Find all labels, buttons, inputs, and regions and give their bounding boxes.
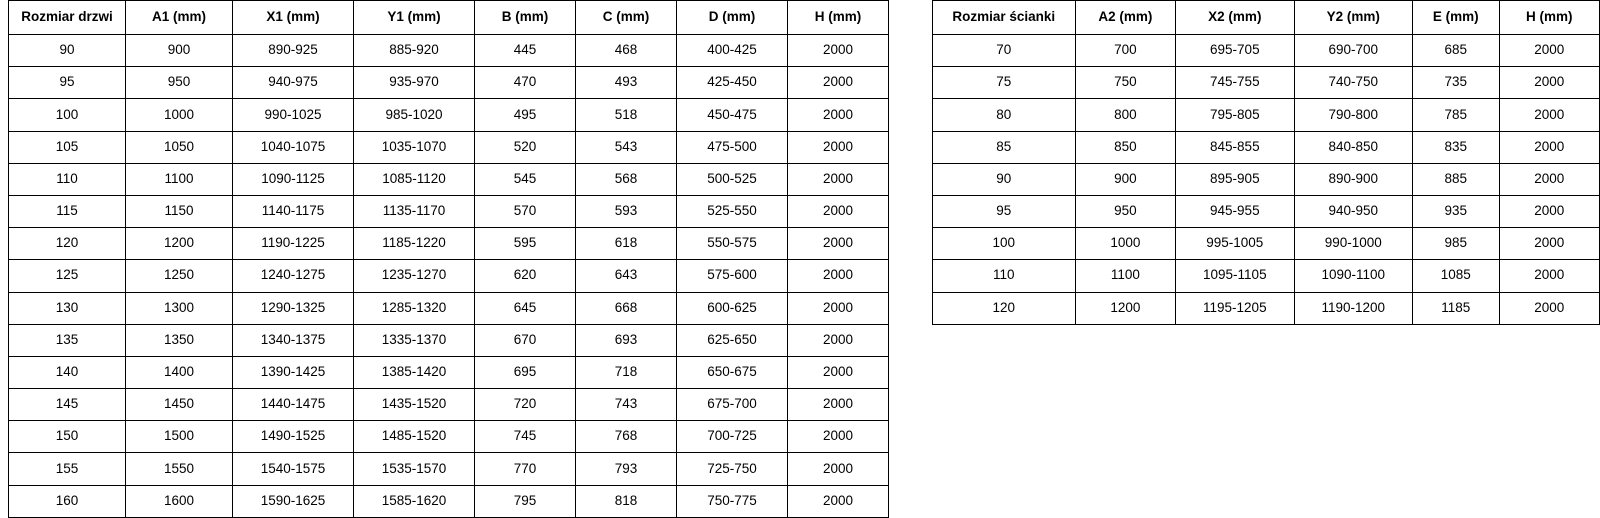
table-cell: 135 (9, 324, 126, 356)
table-cell: 2000 (788, 292, 889, 324)
table-row (9, 292, 889, 324)
table-row (933, 131, 1600, 163)
table-row (9, 163, 889, 195)
table-cell: 550-575 (677, 228, 788, 260)
table-cell: 940-975 (233, 67, 354, 99)
table-cell: 595 (475, 228, 576, 260)
column-header-e: E (mm) (1412, 1, 1499, 35)
table-cell: 575-600 (677, 260, 788, 292)
table-cell: 1450 (126, 389, 233, 421)
table-cell: 1540-1575 (233, 453, 354, 485)
table-cell: 840-850 (1294, 131, 1412, 163)
table-cell: 1390-1425 (233, 356, 354, 388)
table-cell: 768 (576, 421, 677, 453)
table-cell: 1135-1170 (354, 195, 475, 227)
table-cell: 895-905 (1176, 163, 1294, 195)
table-cell: 785 (1412, 99, 1499, 131)
table-row (9, 453, 889, 485)
table-cell: 140 (9, 356, 126, 388)
table-row (9, 99, 889, 131)
table-cell: 120 (933, 292, 1076, 324)
table-cell: 718 (576, 356, 677, 388)
table-cell: 2000 (788, 356, 889, 388)
table-cell: 1385-1420 (354, 356, 475, 388)
table-cell: 1550 (126, 453, 233, 485)
table-row (9, 195, 889, 227)
column-header-b: B (mm) (475, 1, 576, 35)
table-cell: 995-1005 (1176, 228, 1294, 260)
table-cell: 150 (9, 421, 126, 453)
table-cell: 700 (1075, 35, 1176, 67)
table-cell: 725-750 (677, 453, 788, 485)
table-cell: 885 (1412, 163, 1499, 195)
table-cell: 1085 (1412, 260, 1499, 292)
table-header-row (933, 1, 1600, 35)
table-cell: 593 (576, 195, 677, 227)
column-header-a1: A1 (mm) (126, 1, 233, 35)
walls-dimensions-table-container (932, 0, 1600, 325)
table-cell: 685 (1412, 35, 1499, 67)
table-cell: 1035-1070 (354, 131, 475, 163)
table-cell: 735 (1412, 67, 1499, 99)
table-cell: 2000 (788, 324, 889, 356)
table-cell: 650-675 (677, 356, 788, 388)
table-row (933, 292, 1600, 324)
table-cell: 1600 (126, 485, 233, 517)
table-cell: 543 (576, 131, 677, 163)
table-cell: 75 (933, 67, 1076, 99)
table-cell: 2000 (788, 228, 889, 260)
table-cell: 400-425 (677, 35, 788, 67)
table-cell: 500-525 (677, 163, 788, 195)
table-cell: 1185-1220 (354, 228, 475, 260)
table-cell: 935 (1412, 195, 1499, 227)
table-cell: 125 (9, 260, 126, 292)
table-cell: 668 (576, 292, 677, 324)
table-cell: 1585-1620 (354, 485, 475, 517)
table-cell: 520 (475, 131, 576, 163)
table-cell: 1490-1525 (233, 421, 354, 453)
table-cell: 90 (9, 35, 126, 67)
table-row (9, 131, 889, 163)
table-cell: 745-755 (1176, 67, 1294, 99)
table-cell: 1200 (126, 228, 233, 260)
table-cell: 985 (1412, 228, 1499, 260)
table-cell: 425-450 (677, 67, 788, 99)
table-cell: 2000 (1499, 195, 1599, 227)
table-cell: 475-500 (677, 131, 788, 163)
table-row (9, 356, 889, 388)
table-cell: 675-700 (677, 389, 788, 421)
column-header-rozmiar-drzwi: Rozmiar drzwi (9, 1, 126, 35)
table-cell: 795-805 (1176, 99, 1294, 131)
table-cell: 1535-1570 (354, 453, 475, 485)
column-header-x1: X1 (mm) (233, 1, 354, 35)
table-cell: 95 (9, 67, 126, 99)
table-cell: 493 (576, 67, 677, 99)
table-row (9, 324, 889, 356)
walls-table-head (933, 1, 1600, 35)
table-cell: 155 (9, 453, 126, 485)
table-cell: 2000 (788, 485, 889, 517)
table-row (9, 421, 889, 453)
walls-table-body (933, 35, 1600, 325)
table-cell: 1195-1205 (1176, 292, 1294, 324)
table-cell: 900 (1075, 163, 1176, 195)
table-cell: 793 (576, 453, 677, 485)
table-cell: 1140-1175 (233, 195, 354, 227)
table-cell: 2000 (788, 99, 889, 131)
doors-table-body (9, 35, 889, 518)
table-cell: 2000 (788, 260, 889, 292)
table-cell: 1090-1100 (1294, 260, 1412, 292)
table-cell: 2000 (788, 195, 889, 227)
table-row (9, 485, 889, 517)
table-cell: 818 (576, 485, 677, 517)
table-cell: 1235-1270 (354, 260, 475, 292)
table-cell: 110 (933, 260, 1076, 292)
table-row (9, 260, 889, 292)
table-cell: 495 (475, 99, 576, 131)
column-header-rozmiar-scianki: Rozmiar ścianki (933, 1, 1076, 35)
table-cell: 2000 (1499, 292, 1599, 324)
table-cell: 890-925 (233, 35, 354, 67)
table-header-row (9, 1, 889, 35)
table-row (9, 67, 889, 99)
table-cell: 845-855 (1176, 131, 1294, 163)
table-cell: 105 (9, 131, 126, 163)
table-cell: 90 (933, 163, 1076, 195)
table-cell: 990-1000 (1294, 228, 1412, 260)
table-cell: 85 (933, 131, 1076, 163)
table-cell: 670 (475, 324, 576, 356)
table-cell: 518 (576, 99, 677, 131)
table-cell: 695 (475, 356, 576, 388)
table-cell: 1240-1275 (233, 260, 354, 292)
table-cell: 950 (126, 67, 233, 99)
table-cell: 1100 (126, 163, 233, 195)
table-cell: 468 (576, 35, 677, 67)
table-cell: 950 (1075, 195, 1176, 227)
table-cell: 795 (475, 485, 576, 517)
table-cell: 100 (9, 99, 126, 131)
table-cell: 800 (1075, 99, 1176, 131)
table-cell: 2000 (1499, 99, 1599, 131)
table-cell: 568 (576, 163, 677, 195)
table-cell: 790-800 (1294, 99, 1412, 131)
table-cell: 2000 (1499, 35, 1599, 67)
table-cell: 1250 (126, 260, 233, 292)
table-cell: 1100 (1075, 260, 1176, 292)
table-cell: 1000 (1075, 228, 1176, 260)
table-row (933, 163, 1600, 195)
table-cell: 940-950 (1294, 195, 1412, 227)
table-cell: 2000 (788, 389, 889, 421)
column-header-c: C (mm) (576, 1, 677, 35)
table-cell: 945-955 (1176, 195, 1294, 227)
table-cell: 700-725 (677, 421, 788, 453)
table-cell: 625-650 (677, 324, 788, 356)
table-cell: 770 (475, 453, 576, 485)
table-cell: 1050 (126, 131, 233, 163)
table-row (933, 260, 1600, 292)
table-cell: 1185 (1412, 292, 1499, 324)
table-cell: 2000 (788, 35, 889, 67)
table-cell: 750-775 (677, 485, 788, 517)
table-cell: 1590-1625 (233, 485, 354, 517)
table-cell: 695-705 (1176, 35, 1294, 67)
table-cell: 1400 (126, 356, 233, 388)
table-cell: 100 (933, 228, 1076, 260)
table-row (933, 35, 1600, 67)
table-cell: 160 (9, 485, 126, 517)
table-cell: 1085-1120 (354, 163, 475, 195)
table-cell: 740-750 (1294, 67, 1412, 99)
table-row (9, 35, 889, 67)
table-cell: 618 (576, 228, 677, 260)
table-row (9, 228, 889, 260)
table-cell: 885-920 (354, 35, 475, 67)
table-cell: 1485-1520 (354, 421, 475, 453)
table-cell: 2000 (1499, 67, 1599, 99)
table-cell: 743 (576, 389, 677, 421)
column-header-d: D (mm) (677, 1, 788, 35)
doors-dimensions-table-container (8, 0, 889, 518)
table-row (933, 67, 1600, 99)
table-cell: 2000 (788, 163, 889, 195)
walls-dimensions-table (932, 0, 1600, 325)
table-cell: 70 (933, 35, 1076, 67)
table-cell: 95 (933, 195, 1076, 227)
column-header-a2: A2 (mm) (1075, 1, 1176, 35)
table-cell: 750 (1075, 67, 1176, 99)
table-cell: 110 (9, 163, 126, 195)
table-cell: 2000 (1499, 228, 1599, 260)
table-cell: 1200 (1075, 292, 1176, 324)
column-header-y2: Y2 (mm) (1294, 1, 1412, 35)
table-cell: 130 (9, 292, 126, 324)
table-cell: 990-1025 (233, 99, 354, 131)
column-header-h: H (mm) (788, 1, 889, 35)
table-cell: 890-900 (1294, 163, 1412, 195)
table-cell: 1090-1125 (233, 163, 354, 195)
table-cell: 1335-1370 (354, 324, 475, 356)
column-header-y1: Y1 (mm) (354, 1, 475, 35)
table-cell: 693 (576, 324, 677, 356)
table-row (933, 99, 1600, 131)
table-cell: 1150 (126, 195, 233, 227)
table-cell: 2000 (788, 453, 889, 485)
table-cell: 1500 (126, 421, 233, 453)
table-cell: 835 (1412, 131, 1499, 163)
table-cell: 2000 (788, 67, 889, 99)
table-cell: 2000 (1499, 260, 1599, 292)
table-cell: 690-700 (1294, 35, 1412, 67)
table-cell: 1300 (126, 292, 233, 324)
table-cell: 600-625 (677, 292, 788, 324)
table-cell: 645 (475, 292, 576, 324)
table-cell: 1340-1375 (233, 324, 354, 356)
table-row (933, 195, 1600, 227)
table-cell: 1435-1520 (354, 389, 475, 421)
table-cell: 1190-1225 (233, 228, 354, 260)
table-cell: 900 (126, 35, 233, 67)
table-cell: 620 (475, 260, 576, 292)
table-cell: 470 (475, 67, 576, 99)
table-row (933, 228, 1600, 260)
table-row (9, 389, 889, 421)
column-header-h: H (mm) (1499, 1, 1599, 35)
table-cell: 745 (475, 421, 576, 453)
table-cell: 1440-1475 (233, 389, 354, 421)
table-cell: 850 (1075, 131, 1176, 163)
table-cell: 720 (475, 389, 576, 421)
table-cell: 1350 (126, 324, 233, 356)
table-cell: 985-1020 (354, 99, 475, 131)
table-cell: 1190-1200 (1294, 292, 1412, 324)
doors-table-head (9, 1, 889, 35)
table-cell: 145 (9, 389, 126, 421)
table-cell: 545 (475, 163, 576, 195)
table-cell: 1095-1105 (1176, 260, 1294, 292)
table-cell: 643 (576, 260, 677, 292)
table-cell: 115 (9, 195, 126, 227)
table-cell: 1040-1075 (233, 131, 354, 163)
table-cell: 1285-1320 (354, 292, 475, 324)
table-cell: 450-475 (677, 99, 788, 131)
table-cell: 80 (933, 99, 1076, 131)
table-cell: 2000 (1499, 163, 1599, 195)
table-cell: 120 (9, 228, 126, 260)
column-header-x2: X2 (mm) (1176, 1, 1294, 35)
table-cell: 570 (475, 195, 576, 227)
table-cell: 525-550 (677, 195, 788, 227)
doors-dimensions-table (8, 0, 889, 518)
table-cell: 1290-1325 (233, 292, 354, 324)
table-cell: 445 (475, 35, 576, 67)
table-cell: 935-970 (354, 67, 475, 99)
table-cell: 2000 (788, 421, 889, 453)
table-cell: 2000 (1499, 131, 1599, 163)
table-cell: 1000 (126, 99, 233, 131)
table-cell: 2000 (788, 131, 889, 163)
